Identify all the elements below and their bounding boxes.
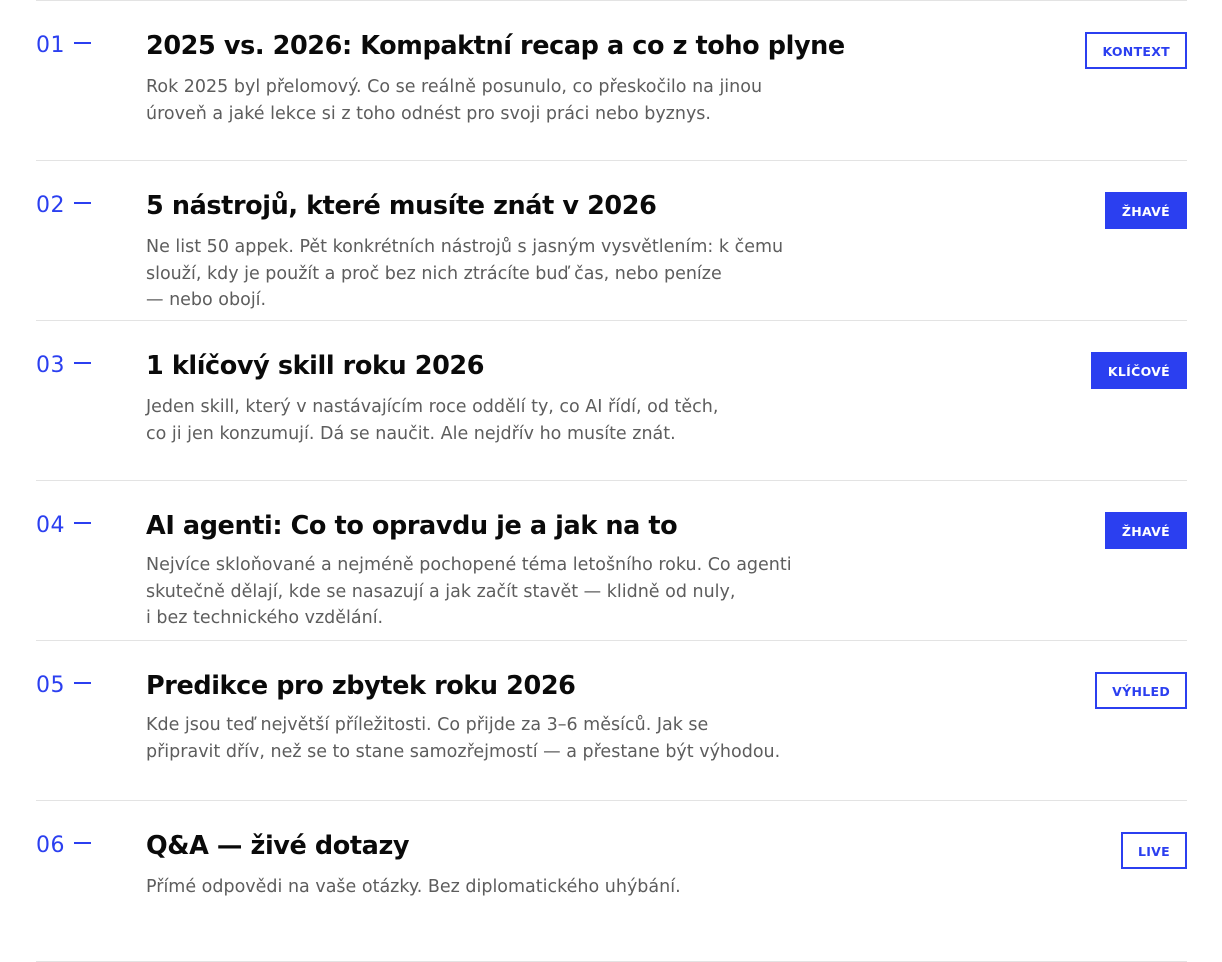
item-title: Predikce pro zbytek roku 2026 [146, 671, 576, 701]
tag-badge: VÝHLED [1095, 672, 1187, 709]
item-number: 05 [36, 673, 91, 698]
agenda-item [36, 800, 1187, 960]
dash-icon [74, 42, 91, 44]
tag-badge: KONTEXT [1085, 32, 1187, 69]
item-description: Jeden skill, který v nastávajícím roce oddělí ty, co AI řídí, od těch, co ji jen konzumují. Dá se naučit. Ale nejdřív ho musíte znát. [146, 397, 719, 444]
tag-badge: KLÍČOVÉ [1091, 352, 1187, 389]
tag-badge: LIVE [1121, 832, 1187, 869]
item-number: 01 [36, 33, 91, 58]
dash-icon [74, 202, 91, 204]
dash-icon [74, 682, 91, 684]
item-description: Přímé odpovědi na vaše otázky. Bez diplomatického uhýbání. [146, 877, 681, 897]
item-title: 5 nástrojů, které musíte znát v 2026 [146, 191, 657, 221]
item-number: 06 [36, 833, 91, 858]
agenda-item [36, 160, 1187, 320]
dash-icon [74, 842, 91, 844]
dash-icon [74, 362, 91, 364]
tag-badge: ŽHAVÉ [1105, 192, 1187, 229]
item-title: 2025 vs. 2026: Kompaktní recap a co z toho plyne [146, 31, 845, 61]
item-description: Nejvíce skloňované a nejméně pochopené téma letošního roku. Co agenti skutečně dělají, kde se nasazují a jak začít stavět — klidně od nuly, i bez technického vzdělání. [146, 555, 792, 628]
item-number: 04 [36, 513, 91, 538]
agenda-item [36, 320, 1187, 480]
agenda-item [36, 0, 1187, 160]
item-number: 03 [36, 353, 91, 378]
item-description: Ne list 50 appek. Pět konkrétních nástrojů s jasným vysvětlením: k čemu slouží, kdy je použít a proč bez nich ztrácíte buď čas, nebo peníze — nebo obojí. [146, 237, 784, 310]
item-description: Kde jsou teď největší příležitosti. Co přijde za 3–6 měsíců. Jak se připravit dřív, než se to stane samozřejmostí — a přestane být výhodou. [146, 715, 781, 762]
item-title: AI agenti: Co to opravdu je a jak na to [146, 511, 678, 541]
dash-icon [74, 522, 91, 524]
item-title: Q&A — živé dotazy [146, 831, 410, 861]
item-description: Rok 2025 byl přelomový. Co se reálně posunulo, co přeskočilo na jinou úroveň a jaké lekce si z toho odnést pro svoji práci nebo byznys. [146, 77, 763, 124]
item-title: 1 klíčový skill roku 2026 [146, 351, 485, 381]
agenda-item [36, 480, 1187, 640]
agenda-item [36, 640, 1187, 800]
tag-badge: ŽHAVÉ [1105, 512, 1187, 549]
item-number: 02 [36, 193, 91, 218]
